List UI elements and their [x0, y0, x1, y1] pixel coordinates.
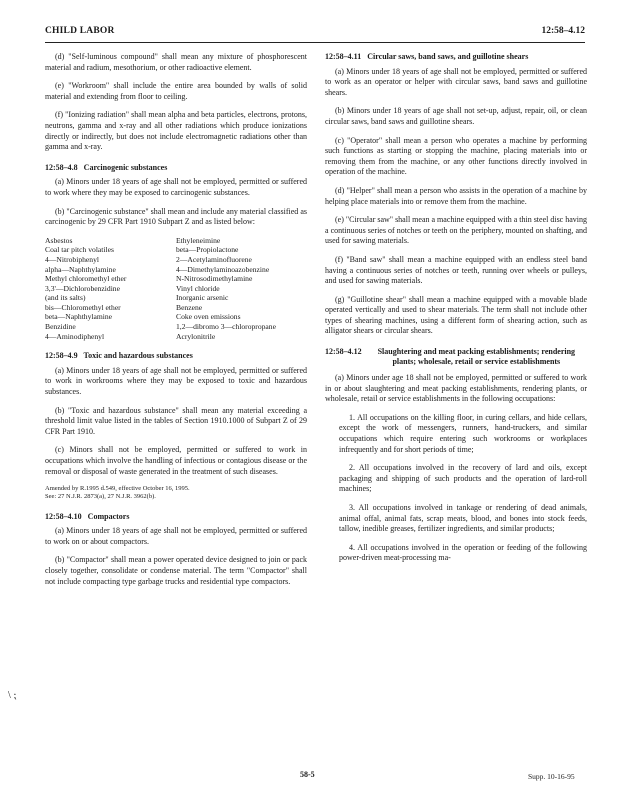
page-number: 58-5 [300, 770, 315, 779]
list-item-1: 1. All occupations on the killing floor, in curing cellars, and hide cellars, except the work of messengers, runners, hand-truckers, and similar occupations which require entering such workrooms or workplaces infrequently and for short periods of time; [339, 412, 587, 454]
section-title: Carcinogenic substances [83, 162, 168, 172]
left-column [45, 52, 307, 595]
list-item-2: 2. All occupations involved in the recovery of lard and oils, except packaging and shipping of such products and the operation of lard-roll machines; [339, 463, 587, 494]
header-title: CHILD LABOR [45, 26, 115, 36]
list-item: 4—Aminodiphenyl [45, 331, 105, 341]
paragraph-b: (b) "Compactor" shall mean a power operated device designed to join or pack closely together, consolidate or condense material. The term "Compactor" shall not include compacting type garbage trucks and residential type compactors. [45, 555, 307, 586]
list-item: Ethyleneimine [176, 235, 221, 245]
section-heading-4-8 [45, 163, 307, 174]
list-item-4: 4. All occupations involved in the operation or feeding of the following power-driven meat-processing ma- [339, 542, 587, 563]
paragraph-e: (e) "Workroom" shall include the entire area bounded by walls of solid material and extending from floor to ceiling. [45, 81, 307, 101]
section-title: Compactors [87, 511, 130, 521]
list-item: bis—Chloromethyl ether [45, 302, 121, 312]
right-column [325, 52, 587, 572]
list-item-3: 3. All occupations involved in tankage or rendering of dead animals, animal offal, animal fats, scrap meats, blood, and bones into stock feeds, tallow, inedible greases, fertilizer ingredients, and similar products; [339, 503, 587, 534]
paragraph-f: (f) "Ionizing radiation" shall mean alpha and beta particles, electrons, protons, neutrons, gamma and x-ray and all other radiations which produce ionizations directly or indirectly, but does not include electromagnetic radiations other than gamma and x-ray. [45, 110, 307, 152]
list-item: beta—Naphthylamine [45, 312, 113, 322]
carcinogen-list-right [176, 236, 307, 342]
paragraph-a: (a) Minors under 18 years of age shall not be employed, permitted or suffered to work on or about compactors. [45, 526, 307, 546]
list-item: beta—Propiolactone [176, 245, 239, 255]
list-item: 1,2—dibromo 3—chloropropane [176, 322, 276, 332]
paragraph-c: (c) Minors shall not be employed, permitted or suffered to work in occupations which involve the handling of infectious or contagious disease or the removal or disposal of waste generated in the treatment of such diseases. [45, 445, 307, 476]
section-number: 12:58–4.10 [45, 511, 82, 521]
section-title: Circular saws, band saws, and guillotine shears [367, 52, 529, 61]
paragraph-b: (b) "Toxic and hazardous substance" shall mean any material exceeding a threshold limit value listed in the tables of Section 1910.1000 of Subpart Z of 29 CFR Part 1910. [45, 405, 307, 436]
header-section-range: 12:58–4.12 [541, 26, 585, 36]
list-item: Benzidine [45, 322, 76, 332]
paragraph-b: (b) Minors under 18 years of age shall not set-up, adjust, repair, oil, or clean circular saws, band saws and guillotine shears. [325, 106, 587, 126]
section-number: 12:58–4.12 [325, 347, 362, 357]
section-title: Slaughtering and meat packing establishments; rendering plants; wholesale, retail or service establishments [377, 347, 576, 367]
paragraph-f: (f) "Band saw" shall mean a machine equipped with an endless steel band having a continuous series of notches or teeth, running over wheels or pulleys, and used for sawing materials. [325, 254, 587, 286]
paragraph-a: (a) Minors under age 18 shall not be employed, permitted or suffered to work in or about slaughtering and meat packing establishments, rendering plants, or wholesale, retail or service establishments in the following occupations: [325, 373, 587, 404]
paragraph-d: (d) "Helper" shall mean a person who assists in the operation of a machine by helping place materials into or remove them from the machine. [325, 185, 587, 206]
list-item: Inorganic arsenic [176, 293, 229, 303]
paragraph-a: (a) Minors under 18 years of age shall not be employed, permitted or suffered to work where they may be exposed to carcinogenic substances. [45, 177, 307, 197]
running-header [45, 26, 585, 43]
paragraph-e: (e) "Circular saw" shall mean a machine equipped with a thin steel disc having a continuous series of notches or teeth on the periphery, mounted on shafting, and used for sawing materials. [325, 215, 588, 246]
section-heading-4-10 [45, 512, 307, 523]
list-item: 4—Nitrobiphenyl [45, 254, 99, 264]
section-number: 12:58–4.9 [45, 351, 78, 361]
amendment-citation: See: 27 N.J.R. 2873(a), 27 N.J.R. 3962(b). [45, 493, 156, 501]
list-item: Coke oven emissions [176, 312, 241, 322]
paragraph-c: (c) "Operator" shall mean a person who operates a machine by performing such functions as starting or stopping the machine, placing materials into or removing them from the machine, or any other functions directly involved in operation of the machine. [325, 135, 587, 177]
list-item: 4—Dimethylaminoazobenzine [176, 264, 270, 274]
carcinogen-list [45, 236, 307, 342]
section-title: Toxic and hazardous substances [83, 351, 193, 361]
list-item: 2—Acetylaminofluorene [176, 254, 252, 264]
paragraph-b: (b) "Carcinogenic substance" shall mean and include any material classified as carcinogenic by 29 CFR Part 1910 Subpart Z and as listed below: [45, 206, 307, 227]
list-item: Coal tar pitch volatiles [45, 245, 114, 255]
supplement-date: Supp. 10-16-95 [528, 772, 575, 781]
section-heading-4-11 [325, 52, 587, 63]
list-item: 3,3'—Dichlorobenzidine [45, 283, 120, 293]
paragraph-g: (g) "Guillotine shear" shall mean a machine equipped with a movable blade operated vertically and used to shear materials. The term shall not include other types of shearing machines, using a different form of shearing action, such as alligator shears or circular shears. [325, 294, 587, 336]
paragraph-d: (d) "Self-luminous compound" shall mean any mixture of phosphorescent material and radium, mesothorium, or other radioactive element. [45, 52, 307, 72]
section-number: 12:58–4.11 [325, 52, 362, 61]
paragraph-a: (a) Minors under 18 years of age shall not be employed, permitted or suffered to work in workrooms where they may be exposed to toxic and hazardous substances. [45, 365, 307, 397]
section-number: 12:58–4.8 [45, 162, 78, 172]
amendment-note [45, 485, 307, 501]
amendment-line: Amended by R.1995 d.549, effective October 16, 1995. [45, 485, 190, 493]
section-heading-4-9 [45, 351, 307, 362]
section-heading-4-12 [325, 347, 587, 367]
list-item: Asbestos [45, 235, 73, 245]
list-item: Acrylonitrile [176, 331, 216, 341]
list-item: (and its salts) [45, 293, 86, 303]
list-item: alpha—Naphthylamine [45, 264, 116, 274]
margin-mark: \ ⁏ [8, 690, 17, 701]
list-item: Methyl chloromethyl ether [45, 274, 127, 284]
paragraph-a: (a) Minors under 18 years of age shall not be employed, permitted or suffered to work as an operator or helper with circular saws, band saws and guillotine shears. [325, 66, 587, 97]
carcinogen-list-left [45, 236, 176, 342]
list-item: N-Nitrosodimethylamine [176, 274, 253, 284]
list-item: Vinyl chloride [176, 283, 220, 293]
list-item: Benzene [176, 302, 203, 312]
